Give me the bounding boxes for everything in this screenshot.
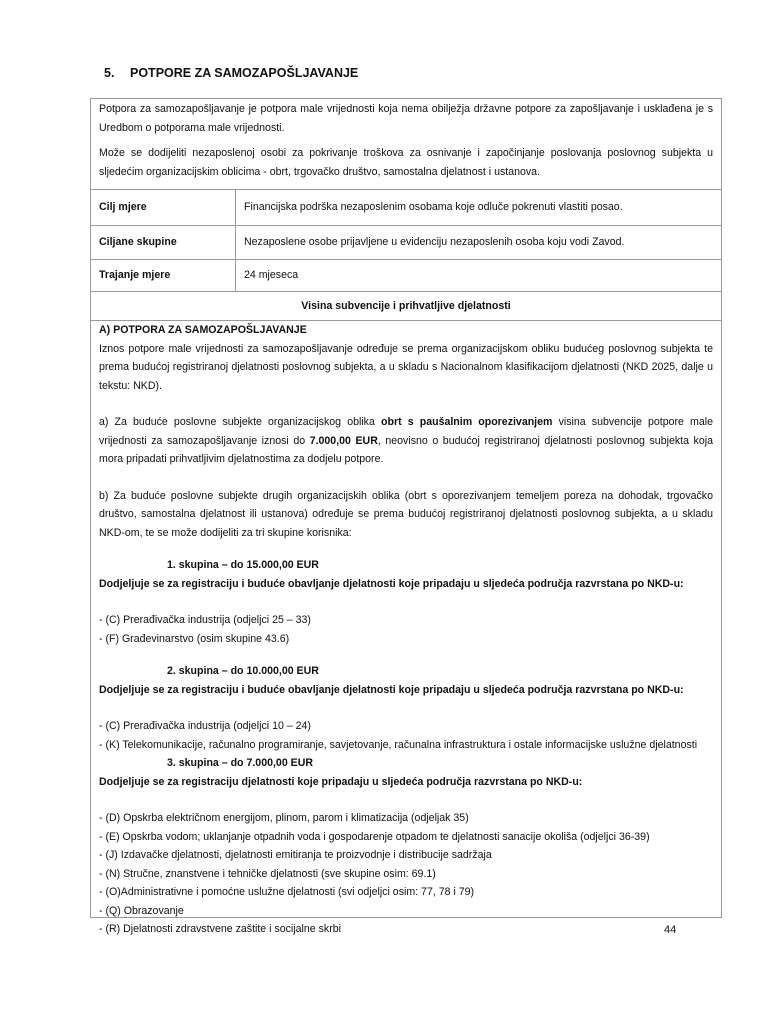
- row-value: 24 mjeseca: [244, 269, 299, 282]
- section-a-title: A) POTPORA ZA SAMOZAPOŠLJAVANJE: [99, 324, 307, 336]
- list-item: - (C) Prerađivačka industrija (odjeljci 25 – 33): [99, 614, 311, 626]
- group-2-title: 2. skupina – do 10.000,00 EUR: [167, 665, 319, 677]
- group-3-description: Dodjeljuje se za registraciju djelatnosti koje pripadaju u sljedeća područja razvrstana po NKD-u:: [99, 775, 583, 788]
- list-item: - (R) Djelatnosti zdravstvene zaštite i socijalne skrbi: [99, 923, 341, 935]
- list-item: - (O)Administrativne i pomoćne uslužne djelatnosti (svi odjeljci osim: 77, 78 i 79): [99, 886, 475, 898]
- table-row: [91, 190, 721, 226]
- list-item: - (J) Izdavačke djelatnosti, djelatnosti emitiranja te proizvodnje i distribucije sadržaja: [99, 849, 492, 861]
- subheading-row: [91, 292, 721, 321]
- intro-cell: [91, 99, 721, 190]
- row-value: Financijska podrška nezaposlenim osobama koje odluče pokrenuti vlastiti posao.: [244, 201, 623, 214]
- paragraph-b: b) Za buduće poslovne subjekte drugih organizacijskih oblika (obrt s oporezivanjem temeljem poreza na dohodak, trgovačko društvo, samostalna djelatnost ili ustanova) određuje se prema budućoj registriranoj djelatnosti poslovnog subjekta, a u skladu NKD-om, te se može dodijeliti za tri skupine korisnika:: [99, 489, 713, 539]
- row-label: Trajanje mjere: [99, 269, 171, 282]
- row-label: Cilj mjere: [99, 201, 147, 214]
- paragraph-a: a) Za buduće poslovne subjekte organizacijskog oblika obrt s paušalnim oporezivanjem visina subvencije potpore male vrijednosti za samozapošljavanje iznosi do 7.000,00 EUR, neovisno o budućoj registriranoj djelatnosti poslovnog subjekta koja mora pripadati prihvatljivim djelatnostima za dodjelu potpore.: [99, 416, 713, 465]
- group-1-description: Dodjeljuje se za registraciju i buduće obavljanje djelatnosti koje pripadaju u sljedeća područja razvrstana po NKD-u:: [99, 577, 684, 590]
- section-number: 5.: [104, 66, 115, 80]
- page-number: 44: [664, 924, 677, 936]
- details-cell: [91, 321, 721, 939]
- group-1-title: 1. skupina – do 15.000,00 EUR: [167, 559, 319, 571]
- list-item: - (K) Telekomunikacije, računalno programiranje, savjetovanje, računalna infrastruktura i ostale informacijske uslužne djelatnosti: [99, 738, 698, 751]
- list-item: - (F) Građevinarstvo (osim skupine 43.6): [99, 632, 290, 645]
- list-item: - (E) Opskrba vodom; uklanjanje otpadnih voda i gospodarenje otpadom te djelatnosti sanacije okoliša (odjeljci 36-39): [99, 830, 650, 843]
- subheading: Visina subvencije i prihvatljive djelatnosti: [301, 299, 511, 312]
- list-item: - (N) Stručne, znanstvene i tehničke djelatnosti (sve skupine osim: 69.1): [99, 867, 436, 880]
- list-item: - (Q) Obrazovanje: [99, 904, 184, 917]
- section-title: POTPORE ZA SAMOZAPOŠLJAVANJE: [130, 66, 359, 80]
- group-3-title: 3. skupina – do 7.000,00 EUR: [167, 757, 314, 769]
- list-item: - (D) Opskrba električnom energijom, plinom, parom i klimatizacija (odjeljak 35): [99, 812, 469, 824]
- table-row: [91, 260, 721, 292]
- intro-paragraph-2: Može se dodijeliti nezaposlenoj osobi za pokrivanje troškova za osnivanje i započinjanje poslovanja poslovnog subjekta u sljedećim organizacijskim oblicima - obrt, trgovačko društvo, samostalna djelatnost i ustanova.: [99, 147, 713, 178]
- row-label: Ciljane skupine: [99, 236, 177, 249]
- group-2-description: Dodjeljuje se za registraciju i buduće obavljanje djelatnosti koje pripadaju u sljedeća područja razvrstana po NKD-u:: [99, 683, 684, 696]
- row-value: Nezaposlene osobe prijavljene u evidenciju nezaposlenih osoba koju vodi Zavod.: [244, 236, 625, 249]
- section-heading: [104, 66, 358, 80]
- list-item: - (C) Prerađivačka industrija (odjeljci 10 – 24): [99, 720, 311, 732]
- intro-paragraph-1: Potpora za samozapošljavanje je potpora male vrijednosti koja nema obilježja državne potpore za zapošljavanje i usklađena je s Uredbom o potporama male vrijednosti.: [99, 103, 713, 134]
- section-a-paragraph: Iznos potpore male vrijednosti za samozapošljavanje određuje se prema organizacijskom obliku budućeg poslovnog subjekta te prema budućoj registriranoj djelatnosti poslovnog subjekta, a u skladu s Nacionalnom klasifikacijom djelatnosti (NKD 2025, dalje u tekstu: NKD).: [99, 342, 713, 392]
- table-row: [91, 226, 721, 260]
